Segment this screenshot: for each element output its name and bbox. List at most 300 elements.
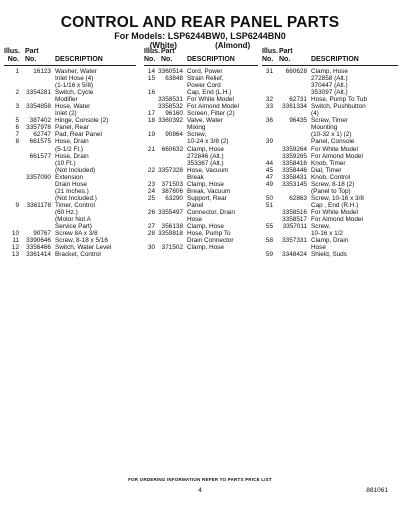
part-number: 660632 bbox=[161, 145, 183, 153]
parts-row bbox=[262, 146, 398, 153]
parts-row bbox=[4, 202, 136, 209]
illus-number bbox=[4, 188, 19, 195]
part-number bbox=[19, 195, 51, 202]
illus-number bbox=[4, 209, 19, 216]
parts-row bbox=[144, 174, 258, 181]
parts-row bbox=[4, 216, 136, 223]
part-description: For White Model bbox=[311, 145, 358, 153]
description-header: DESCRIPTION bbox=[187, 55, 235, 63]
illus-number bbox=[4, 96, 19, 103]
part-number: 3357978 bbox=[26, 124, 51, 132]
illus-number bbox=[4, 223, 19, 230]
illus-number bbox=[4, 181, 19, 188]
part-number: 660628 bbox=[285, 68, 307, 75]
parts-row bbox=[144, 202, 258, 209]
illus-number: 44 bbox=[265, 159, 273, 167]
illus-number: 33 bbox=[265, 103, 273, 111]
part-description: 272846 (Alt.) bbox=[187, 152, 224, 160]
parts-row bbox=[144, 181, 258, 188]
part-description: 370447 (Alt.) bbox=[311, 82, 348, 90]
parts-row bbox=[4, 230, 136, 237]
illus-number bbox=[4, 160, 19, 167]
part-number bbox=[155, 153, 183, 160]
illus-number bbox=[144, 82, 155, 89]
part-number: 3390646 bbox=[26, 237, 51, 245]
part-description: 353367 (Alt.) bbox=[187, 159, 224, 167]
part-description: (4) bbox=[311, 110, 319, 118]
illus-number: 55 bbox=[265, 223, 273, 231]
parts-row bbox=[144, 117, 258, 124]
part-number: 3359818 bbox=[158, 230, 183, 238]
illus-number: 30 bbox=[147, 244, 155, 252]
parts-row bbox=[262, 103, 398, 110]
part-description: Cord, Power bbox=[187, 68, 223, 75]
parts-row bbox=[262, 216, 398, 223]
part-description: Hose, Pump To bbox=[187, 230, 231, 238]
illus-header-line-2: No. bbox=[144, 55, 156, 63]
part-description: For Almond Model bbox=[311, 152, 363, 160]
part-number bbox=[19, 188, 51, 195]
parts-row bbox=[144, 167, 258, 174]
parts-row bbox=[4, 160, 136, 167]
part-number: 62863 bbox=[289, 194, 307, 202]
part-number: 3357331 bbox=[282, 237, 307, 245]
part-description: Break bbox=[187, 173, 204, 181]
part-no-header bbox=[161, 48, 175, 63]
parts-column-1 bbox=[4, 44, 136, 258]
part-number: 3356466 bbox=[26, 244, 51, 252]
part-number bbox=[273, 124, 307, 131]
part-description: Screw, 10-16 x 3/8 bbox=[311, 194, 364, 202]
part-number: 3361178 bbox=[26, 201, 51, 209]
part-number: 90864 bbox=[165, 131, 183, 139]
part-description: Strain Relief, bbox=[187, 75, 224, 83]
part-description: (21 Inches.) bbox=[55, 187, 89, 195]
part-number: 3358517 bbox=[282, 215, 307, 223]
parts-row bbox=[144, 96, 258, 103]
part-number: 3357090 bbox=[26, 173, 51, 181]
part-description: (1-1/16 x 5/8) bbox=[55, 82, 94, 90]
page-title: CONTROL AND REAR PANEL PARTS bbox=[60, 14, 340, 31]
models-subtitle: For Models: LSP6244BW0, LSP6244BN0 bbox=[114, 31, 286, 41]
part-description: Hose, Drain bbox=[55, 152, 89, 160]
part-description: Clamp, Hose bbox=[187, 145, 224, 153]
illus-number: 21 bbox=[147, 145, 155, 153]
parts-row bbox=[262, 202, 398, 209]
part-number bbox=[155, 82, 183, 89]
part-number: 3361414 bbox=[26, 251, 51, 259]
part-number bbox=[273, 202, 307, 209]
parts-row bbox=[144, 146, 258, 153]
illus-number: 39 bbox=[265, 138, 273, 146]
illus-no-header bbox=[144, 48, 160, 63]
parts-row bbox=[262, 174, 398, 181]
illus-number bbox=[262, 188, 273, 195]
illus-number bbox=[262, 75, 273, 82]
parts-row bbox=[144, 75, 258, 82]
parts-row bbox=[144, 131, 258, 138]
part-description: Modifier bbox=[55, 96, 78, 104]
parts-row bbox=[262, 167, 398, 174]
part-description: Timer, Control bbox=[55, 201, 95, 209]
part-number bbox=[273, 244, 307, 251]
illus-number bbox=[144, 103, 155, 110]
illus-number bbox=[4, 110, 19, 117]
parts-row bbox=[4, 188, 136, 195]
illus-number bbox=[4, 75, 19, 82]
color-almond: (Almond) bbox=[215, 41, 251, 50]
illus-number bbox=[144, 202, 155, 209]
description-header: DESCRIPTION bbox=[55, 55, 103, 63]
illus-number bbox=[144, 138, 155, 145]
part-number: 371502 bbox=[161, 244, 183, 252]
illus-number bbox=[4, 174, 19, 181]
illus-number bbox=[262, 209, 273, 216]
part-description: Drain Hose bbox=[55, 180, 87, 188]
part-number: 387402 bbox=[29, 117, 51, 125]
part-number bbox=[19, 167, 51, 174]
illus-number: 1 bbox=[15, 68, 19, 75]
part-number bbox=[19, 96, 51, 103]
illus-number: 12 bbox=[11, 244, 19, 252]
illus-number bbox=[4, 216, 19, 223]
part-description: Connector, Drain bbox=[187, 208, 235, 216]
part-number: 3358431 bbox=[282, 173, 307, 181]
part-description: Washer, Water bbox=[55, 68, 97, 75]
illus-number: 58 bbox=[265, 237, 273, 245]
parts-row bbox=[262, 96, 398, 103]
part-description: For Almond Model bbox=[311, 215, 363, 223]
parts-row bbox=[4, 68, 136, 75]
part-description: Cap, End (L.H.) bbox=[187, 89, 232, 97]
part-description: Hose, Pump To Tub bbox=[311, 96, 368, 104]
part-description: 10-24 x 3/8 (2) bbox=[187, 138, 229, 146]
part-description: (5-1/2 Ft.) bbox=[55, 145, 84, 153]
part-description: Screw, bbox=[311, 223, 331, 231]
illus-header-line-2: No. bbox=[7, 55, 19, 63]
illus-number bbox=[144, 160, 155, 167]
part-number bbox=[19, 82, 51, 89]
illus-number: 51 bbox=[265, 201, 273, 209]
illus-number: 8 bbox=[15, 138, 19, 146]
parts-row bbox=[4, 82, 136, 89]
part-number: 90767 bbox=[33, 230, 51, 238]
illus-number: 25 bbox=[147, 194, 155, 202]
illus-number: 26 bbox=[147, 208, 155, 216]
part-description: Clamp, Hose bbox=[187, 223, 224, 231]
parts-rows bbox=[4, 66, 136, 258]
part-description: (Not Included.) bbox=[55, 194, 97, 202]
illus-number: 23 bbox=[147, 180, 155, 188]
part-description: Hose, Vacuum bbox=[187, 166, 229, 174]
part-description: Mixing bbox=[187, 124, 206, 132]
illus-number: 3 bbox=[15, 103, 19, 111]
parts-row bbox=[262, 230, 398, 237]
parts-row bbox=[4, 251, 136, 258]
illus-number bbox=[262, 124, 273, 131]
part-description: Extension bbox=[55, 173, 84, 181]
illus-number bbox=[262, 146, 273, 153]
parts-row bbox=[262, 188, 398, 195]
part-number: 3358416 bbox=[282, 159, 307, 167]
parts-row bbox=[262, 160, 398, 167]
illus-number: 47 bbox=[265, 173, 273, 181]
illus-number: 27 bbox=[147, 223, 155, 231]
parts-row bbox=[262, 251, 398, 258]
document-number: 881061 bbox=[366, 487, 388, 494]
parts-row bbox=[262, 223, 398, 230]
part-number: 3358532 bbox=[158, 103, 183, 111]
part-number: 661577 bbox=[29, 152, 51, 160]
parts-row bbox=[262, 110, 398, 117]
parts-column-2 bbox=[144, 44, 258, 251]
illus-number bbox=[262, 110, 273, 117]
parts-row bbox=[262, 181, 398, 188]
parts-row bbox=[4, 89, 136, 96]
parts-row bbox=[144, 110, 258, 117]
parts-row bbox=[4, 146, 136, 153]
color-white: (White) bbox=[149, 41, 177, 50]
part-number bbox=[19, 181, 51, 188]
illus-number bbox=[262, 230, 273, 237]
part-number bbox=[273, 82, 307, 89]
part-description: Pad, Rear Panel bbox=[55, 131, 102, 139]
part-number bbox=[273, 188, 307, 195]
part-number bbox=[19, 110, 51, 117]
part-header-line-2: No. bbox=[161, 55, 173, 63]
illus-number: 9 bbox=[15, 201, 19, 209]
part-number: 3348424 bbox=[282, 251, 307, 259]
part-description: Switch, Water Level bbox=[55, 244, 112, 252]
part-number bbox=[273, 89, 307, 96]
parts-rows bbox=[144, 66, 258, 251]
part-description: Switch, Cycle bbox=[55, 89, 94, 97]
column-header bbox=[144, 44, 258, 66]
illus-no-header bbox=[262, 48, 278, 63]
illus-number bbox=[262, 82, 273, 89]
part-description: Inlet (2) bbox=[55, 110, 77, 118]
illus-number bbox=[144, 96, 155, 103]
part-no-header bbox=[25, 48, 39, 63]
part-description: (10 Ft.) bbox=[55, 159, 76, 167]
illus-number bbox=[262, 216, 273, 223]
part-number bbox=[155, 174, 183, 181]
part-description: Bracket, Control bbox=[55, 251, 101, 259]
part-number bbox=[155, 216, 183, 223]
parts-rows bbox=[262, 66, 398, 258]
parts-row bbox=[262, 68, 398, 75]
part-description: (Motor Not A bbox=[55, 215, 91, 223]
part-description: Clamp, Hose bbox=[187, 180, 224, 188]
parts-row bbox=[4, 131, 136, 138]
parts-row bbox=[4, 237, 136, 244]
parts-row bbox=[262, 124, 398, 131]
illus-number: 14 bbox=[147, 68, 155, 75]
part-header-line-1: Part bbox=[279, 48, 293, 55]
parts-row bbox=[4, 124, 136, 131]
part-number bbox=[273, 110, 307, 117]
part-number bbox=[155, 202, 183, 209]
column-header bbox=[4, 44, 136, 66]
part-description: (10-32 x 1) (2) bbox=[311, 131, 352, 139]
parts-row bbox=[262, 75, 398, 82]
illus-number: 16 bbox=[147, 89, 155, 97]
part-description: Panel bbox=[187, 201, 204, 209]
part-description: Break, Vacuum bbox=[187, 187, 231, 195]
part-header-line-1: Part bbox=[161, 48, 175, 55]
part-number: 3358531 bbox=[158, 96, 183, 104]
illus-number bbox=[262, 153, 273, 160]
part-description: 10-16 x 1/2 bbox=[311, 230, 343, 238]
illus-no-header bbox=[4, 48, 20, 63]
parts-row bbox=[262, 244, 398, 251]
part-description: Panel, Console bbox=[311, 138, 355, 146]
parts-row bbox=[262, 82, 398, 89]
part-number: 16123 bbox=[33, 68, 51, 75]
part-number bbox=[19, 75, 51, 82]
part-number: 3355497 bbox=[158, 208, 183, 216]
description-header: DESCRIPTION bbox=[311, 55, 359, 63]
part-description: Cap , End (R.H.) bbox=[311, 201, 359, 209]
part-description: Clamp, Drain bbox=[311, 237, 349, 245]
part-number: 63290 bbox=[165, 194, 183, 202]
part-number bbox=[273, 131, 307, 138]
illus-number: 31 bbox=[265, 68, 273, 75]
part-number: 3359265 bbox=[282, 152, 307, 160]
illus-number: 59 bbox=[265, 251, 273, 259]
part-description: Knob, Timer bbox=[311, 159, 346, 167]
part-number bbox=[155, 124, 183, 131]
illus-number: 15 bbox=[147, 75, 155, 83]
parts-row bbox=[4, 181, 136, 188]
illus-number bbox=[4, 167, 19, 174]
part-number bbox=[19, 160, 51, 167]
illus-number bbox=[144, 237, 155, 244]
parts-row bbox=[4, 75, 136, 82]
part-description: Dial, Timer bbox=[311, 166, 342, 174]
illus-number: 36 bbox=[265, 117, 273, 125]
part-number: 62747 bbox=[33, 131, 51, 139]
parts-row bbox=[144, 124, 258, 131]
part-description: Screen, Filter (2) bbox=[187, 110, 235, 118]
illus-number bbox=[262, 131, 273, 138]
parts-row bbox=[144, 237, 258, 244]
part-header-line-2: No. bbox=[25, 55, 37, 63]
part-description: Hinge, Console (2) bbox=[55, 117, 109, 125]
part-no-header bbox=[279, 48, 293, 63]
part-number: 96160 bbox=[165, 110, 183, 118]
parts-row bbox=[144, 223, 258, 230]
part-description: Support, Rear bbox=[187, 194, 227, 202]
illus-number bbox=[262, 244, 273, 251]
illus-number bbox=[262, 89, 273, 96]
illus-number: 24 bbox=[147, 187, 155, 195]
column-header bbox=[262, 44, 398, 66]
part-description: Hose, Drain bbox=[55, 138, 89, 146]
part-header-line-1: Part bbox=[25, 48, 39, 55]
parts-row bbox=[4, 223, 136, 230]
illus-number: 5 bbox=[15, 117, 19, 125]
parts-row bbox=[144, 89, 258, 96]
illus-number: 28 bbox=[147, 230, 155, 238]
parts-row bbox=[262, 153, 398, 160]
part-number: 3360392 bbox=[158, 117, 183, 125]
illus-number: 49 bbox=[265, 180, 273, 188]
parts-row bbox=[262, 195, 398, 202]
parts-row bbox=[4, 209, 136, 216]
part-description: For White Model bbox=[187, 96, 234, 104]
part-number bbox=[19, 223, 51, 230]
part-description: For Almond Model bbox=[187, 103, 239, 111]
illus-number: 18 bbox=[147, 117, 155, 125]
part-description: Drain Connector bbox=[187, 237, 234, 245]
parts-row bbox=[4, 138, 136, 145]
part-header-line-2: No. bbox=[279, 55, 291, 63]
parts-row bbox=[262, 117, 398, 124]
part-number: 3359264 bbox=[282, 145, 307, 153]
part-description: Power Cord bbox=[187, 82, 221, 90]
part-number: 62731 bbox=[289, 96, 307, 104]
part-description: Screw, 8-18 (2) bbox=[311, 180, 355, 188]
part-description: 272858 (Alt.) bbox=[311, 75, 348, 83]
parts-row bbox=[144, 195, 258, 202]
part-number bbox=[19, 216, 51, 223]
part-description: Screw, bbox=[187, 131, 207, 139]
part-number bbox=[273, 230, 307, 237]
parts-row bbox=[144, 138, 258, 145]
parts-row bbox=[144, 82, 258, 89]
illus-number bbox=[4, 82, 19, 89]
illus-number: 6 bbox=[15, 124, 19, 132]
part-description: Clamp, Hose bbox=[311, 68, 348, 75]
part-number bbox=[273, 138, 307, 145]
part-description: Screw, Timer bbox=[311, 117, 348, 125]
part-number bbox=[155, 138, 183, 145]
parts-row bbox=[144, 160, 258, 167]
part-description: Valve, Water bbox=[187, 117, 223, 125]
part-number: 3354281 bbox=[26, 89, 51, 97]
illus-number: 32 bbox=[265, 96, 273, 104]
illus-number: 22 bbox=[147, 166, 155, 174]
parts-row bbox=[4, 153, 136, 160]
part-number bbox=[273, 75, 307, 82]
part-description: Shield, Suds bbox=[311, 251, 347, 259]
illus-number: 11 bbox=[12, 237, 19, 245]
part-description: Knob, Control bbox=[311, 173, 351, 181]
part-number: 371503 bbox=[161, 180, 183, 188]
part-description: (60 Hz.) bbox=[55, 208, 78, 216]
parts-row bbox=[4, 195, 136, 202]
ordering-note: FOR ORDERING INFORMATION REFER TO PARTS PRICE LIST bbox=[128, 477, 272, 482]
part-description: For White Model bbox=[311, 208, 358, 216]
part-number: 96435 bbox=[289, 117, 307, 125]
part-description: Screw, 8-18 x 5/16 bbox=[55, 237, 108, 245]
part-number: 387606 bbox=[161, 187, 183, 195]
part-number: 3357011 bbox=[282, 223, 307, 231]
illus-number bbox=[4, 146, 19, 153]
part-description: Mounting bbox=[311, 124, 338, 132]
parts-column-3 bbox=[262, 44, 398, 258]
part-description: Screw 8A x 3/8 bbox=[55, 230, 98, 238]
parts-row bbox=[262, 237, 398, 244]
parts-row bbox=[262, 209, 398, 216]
parts-row bbox=[4, 96, 136, 103]
parts-row bbox=[4, 110, 136, 117]
illus-header-line-2: No. bbox=[262, 55, 274, 63]
part-description: Hose bbox=[187, 215, 202, 223]
parts-row bbox=[262, 131, 398, 138]
illus-number: 19 bbox=[147, 131, 155, 139]
